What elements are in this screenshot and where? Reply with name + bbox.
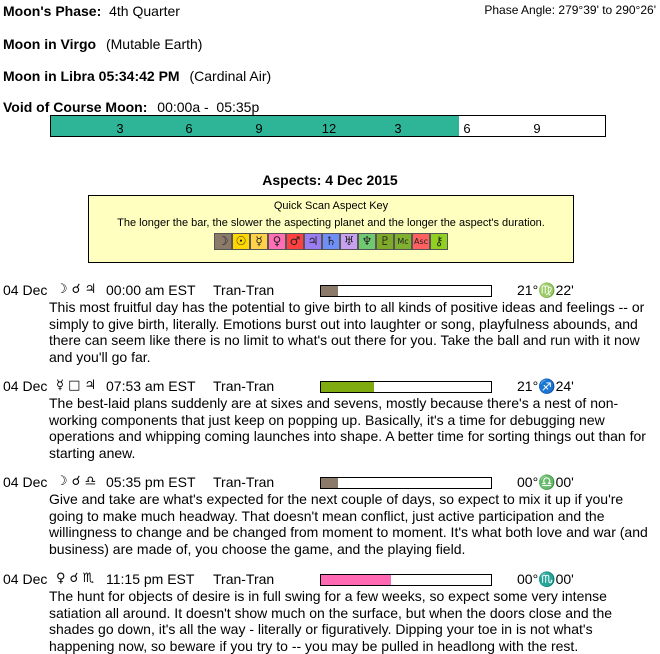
pluto-icon: ♇ (376, 233, 394, 250)
aspects-title: Aspects: 4 Dec 2015 (262, 172, 398, 188)
venus-icon: ♀ (268, 233, 286, 250)
moon-in-libra (3, 68, 271, 84)
midheaven-icon: Mc (394, 233, 412, 250)
entry-degree: 00°♏00' (517, 571, 574, 587)
entry-degree: 00°♎00' (517, 474, 574, 490)
duration-bar-fill (321, 478, 338, 488)
void-of-course (3, 99, 259, 115)
entry-date: 04 Dec (3, 571, 48, 587)
aspect-entry (3, 282, 655, 365)
duration-bar (320, 574, 492, 586)
entry-type: Tran-Tran (213, 378, 275, 394)
entry-time: 00:00 am EST (106, 282, 196, 298)
entry-type: Tran-Tran (213, 282, 275, 298)
entry-aspect: ☽ ☌ ♃ (56, 282, 97, 297)
planet-legend (89, 233, 573, 250)
entry-date: 04 Dec (3, 282, 48, 298)
uranus-icon: ♅ (340, 233, 358, 250)
aspect-entry (3, 474, 655, 557)
jupiter-icon: ♃ (304, 233, 322, 250)
duration-bar-fill (321, 575, 391, 585)
entry-time: 07:53 am EST (106, 378, 196, 394)
entry-aspect: ♀ ☌ ♏ (56, 571, 95, 586)
timeline-tick: 9 (255, 121, 263, 136)
duration-bar-fill (321, 286, 338, 296)
timeline-tick: 6 (463, 121, 471, 136)
entry-time: 11:15 pm EST (106, 571, 195, 587)
libra-value: (Cardinal Air) (189, 68, 272, 84)
libra-label: Moon in Libra 05:34:42 PM (3, 68, 180, 84)
moon-icon: ☽ (214, 233, 232, 250)
entry-text: This most fruitful day has the potential to give birth to all kinds of positive ideas and feelings -- or simply to give birth, literally. Emotions burst out into laughter or song, playfulness abounds, and there can seem like there is no limit to what's out there for you. Take the ball and run with it now and you'll go far. (49, 299, 645, 365)
saturn-icon: ♄ (322, 233, 340, 250)
neptune-icon: ♆ (358, 233, 376, 250)
phase-angle: Phase Angle: 279°39' to 290°26' (484, 3, 656, 17)
entry-text: Give and take are what's expected for the next couple of days, so expect to mix it up if you're going to make much headway. That doesn't mean conflict, just active participation and the willingness to change and be changed from moment to moment. It's what both love and war (and business) are made of, you choose the game, and the playing field. (49, 491, 648, 557)
timeline-tick: 3 (394, 121, 402, 136)
duration-bar (320, 285, 492, 297)
duration-bar (320, 381, 492, 393)
entry-date: 04 Dec (3, 378, 48, 394)
timeline-tick: 12 (321, 121, 337, 136)
mercury-icon: ☿ (250, 233, 268, 250)
virgo-label: Moon in Virgo (3, 36, 97, 52)
timeline-tick: 6 (185, 121, 193, 136)
aspect-entry (3, 378, 655, 461)
entry-aspect: ☿ □ ♃ (56, 378, 97, 393)
entry-text: The best-laid plans suddenly are at sixes and sevens, mostly because there's a nest of non-working components that just keep on popping up. Basically, it's a time for debugging new operations and whipping coming launches into shape. A better time for sorting things out than for starting anew. (49, 395, 646, 461)
aspect-entry (3, 571, 655, 654)
entry-date: 04 Dec (3, 474, 48, 490)
timeline-tick: 3 (116, 121, 124, 136)
void-of-course-timeline (50, 115, 606, 137)
entry-time: 05:35 pm EST (106, 474, 196, 490)
entry-degree: 21°♍22' (517, 282, 574, 298)
timeline-tick: 9 (533, 121, 541, 136)
aspect-key-title: Quick Scan Aspect Key (273, 200, 389, 212)
moon-phase-label: Moon's Phase: (3, 3, 102, 19)
ascendant-icon: Asc (412, 233, 430, 250)
entry-type: Tran-Tran (213, 571, 275, 587)
entry-aspect: ☽ ☌ ♎ (56, 474, 97, 489)
mars-icon: ♂ (286, 233, 304, 250)
moon-in-virgo (3, 36, 202, 52)
virgo-value: (Mutable Earth) (105, 36, 203, 52)
moon-phase (3, 3, 180, 19)
aspect-key-description: The longer the bar, the slower the aspecting planet and the longer the aspect's duration. (117, 217, 545, 229)
voc-label: Void of Course Moon: (3, 99, 148, 115)
entry-type: Tran-Tran (213, 474, 275, 490)
voc-value: 00:00a - 05:35p (157, 99, 260, 115)
moon-phase-value: 4th Quarter (109, 3, 180, 19)
entry-degree: 21°♐24' (517, 378, 574, 394)
duration-bar (320, 477, 492, 489)
aspect-key (88, 195, 574, 263)
chiron-icon: ⚷ (430, 233, 448, 250)
sun-icon: ☉ (232, 233, 250, 250)
duration-bar-fill (321, 382, 374, 392)
entry-text: The hunt for objects of desire is in full swing for a few weeks, so expect some very intense satiation all around. It doesn't show much on the surface, but when the doors close and the shades go down, it's all the way - literally or figuratively. Dipping your toe in is not what's happening now, so beware if you try to -- you may be pulled in headlong with the rest. (49, 588, 613, 654)
